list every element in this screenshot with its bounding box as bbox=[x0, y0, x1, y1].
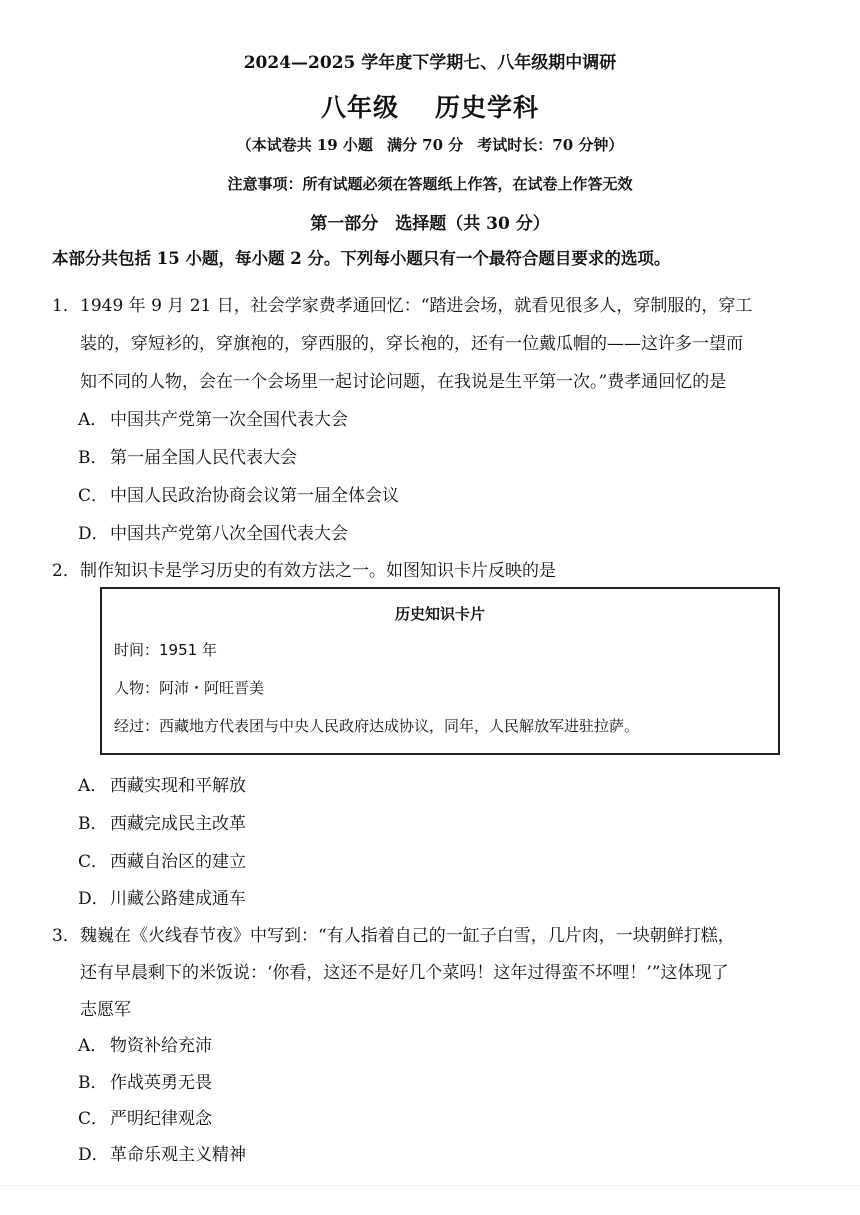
card-process: 经过：西藏地方代表团与中央人民政府达成协议，同年，人民解放军进驻拉萨。 bbox=[114, 717, 640, 735]
question-1-option-c: C． 中国人民政治协商会议第一届全体会议 bbox=[78, 486, 399, 506]
grade-subject-heading bbox=[0, 88, 860, 124]
question-1-option-d: D．中国共产党第八次全国代表大会 bbox=[78, 524, 348, 544]
question-2-option-b: B． 西藏完成民主改革 bbox=[78, 814, 246, 834]
question-3-line-2: 还有早晨剩下的米饭说：‘你看，这还不是好几个菜吗！这年过得蛮不坏哩！’”这体现了 bbox=[80, 963, 729, 983]
question-2-number: 2． bbox=[52, 561, 80, 581]
question-1-line-1: 1949 年 9 月 21 日，社会学家费孝通回忆：“踏进会场，就看见很多人，穿制服的，穿工 bbox=[80, 296, 753, 316]
info-score: 满分 70 分 bbox=[386, 136, 464, 154]
exam-notice: 注意事项：所有试题必须在答题纸上作答，在试卷上作答无效 bbox=[227, 175, 633, 193]
info-time: 考试时长：70 分钟） bbox=[477, 136, 624, 154]
question-3-option-d: D．革命乐观主义精神 bbox=[78, 1145, 246, 1165]
question-2-line-1: 制作知识卡是学习历史的有效方法之一。如图知识卡片反映的是 bbox=[80, 561, 556, 581]
question-3-line-1: 魏巍在《火线春节夜》中写到：“有人指着自己的一缸子白雪，几片肉，一块朝鲜打糕， bbox=[80, 926, 735, 946]
question-1-number: 1． bbox=[52, 296, 80, 316]
question-3-option-c: C． 严明纪律观念 bbox=[78, 1109, 212, 1129]
exam-title: 2024—2025 学年度下学期七、八年级期中调研 bbox=[243, 53, 617, 73]
question-3-option-b: B． 作战英勇无畏 bbox=[78, 1073, 212, 1093]
section-instruction: 本部分共包括 15 小题，每小题 2 分。下列每小题只有一个最符合题目要求的选项。 bbox=[52, 249, 671, 268]
card-time: 时间：1951 年 bbox=[114, 641, 217, 659]
question-2-option-d: D．川藏公路建成通车 bbox=[78, 889, 246, 909]
question-1-line-2: 装的，穿短衫的，穿旗袍的，穿西服的，穿长袍的，还有一位戴瓜帽的——这许多一望而 bbox=[80, 334, 743, 354]
question-1-option-b: B． 第一届全国人民代表大会 bbox=[78, 448, 297, 468]
question-1-option-a: A． 中国共产党第一次全国代表大会 bbox=[78, 410, 348, 430]
knowledge-card bbox=[100, 587, 780, 755]
question-3-number: 3． bbox=[52, 926, 80, 946]
exam-info bbox=[0, 134, 860, 155]
question-3-line-3: 志愿军 bbox=[80, 1000, 131, 1020]
grade-label: 八年级 bbox=[320, 93, 399, 122]
subject-label: 历史学科 bbox=[435, 93, 540, 122]
question-2-option-a: A． 西藏实现和平解放 bbox=[78, 776, 246, 796]
page-bottom-divider bbox=[0, 1185, 860, 1186]
question-1-line-3: 知不同的人物，会在一个会场里一起讨论问题，在我说是生平第一次。”费孝通回忆的是 bbox=[80, 372, 727, 392]
card-person: 人物：阿沛・阿旺晋美 bbox=[114, 679, 265, 697]
info-count: （本试卷共 19 小题 bbox=[236, 136, 373, 154]
section-title: 第一部分 选择题（共 30 分） bbox=[310, 214, 550, 234]
card-title: 历史知识卡片 bbox=[394, 605, 485, 623]
question-3-option-a: A． 物资补给充沛 bbox=[78, 1036, 212, 1056]
question-2-option-c: C． 西藏自治区的建立 bbox=[78, 852, 246, 872]
